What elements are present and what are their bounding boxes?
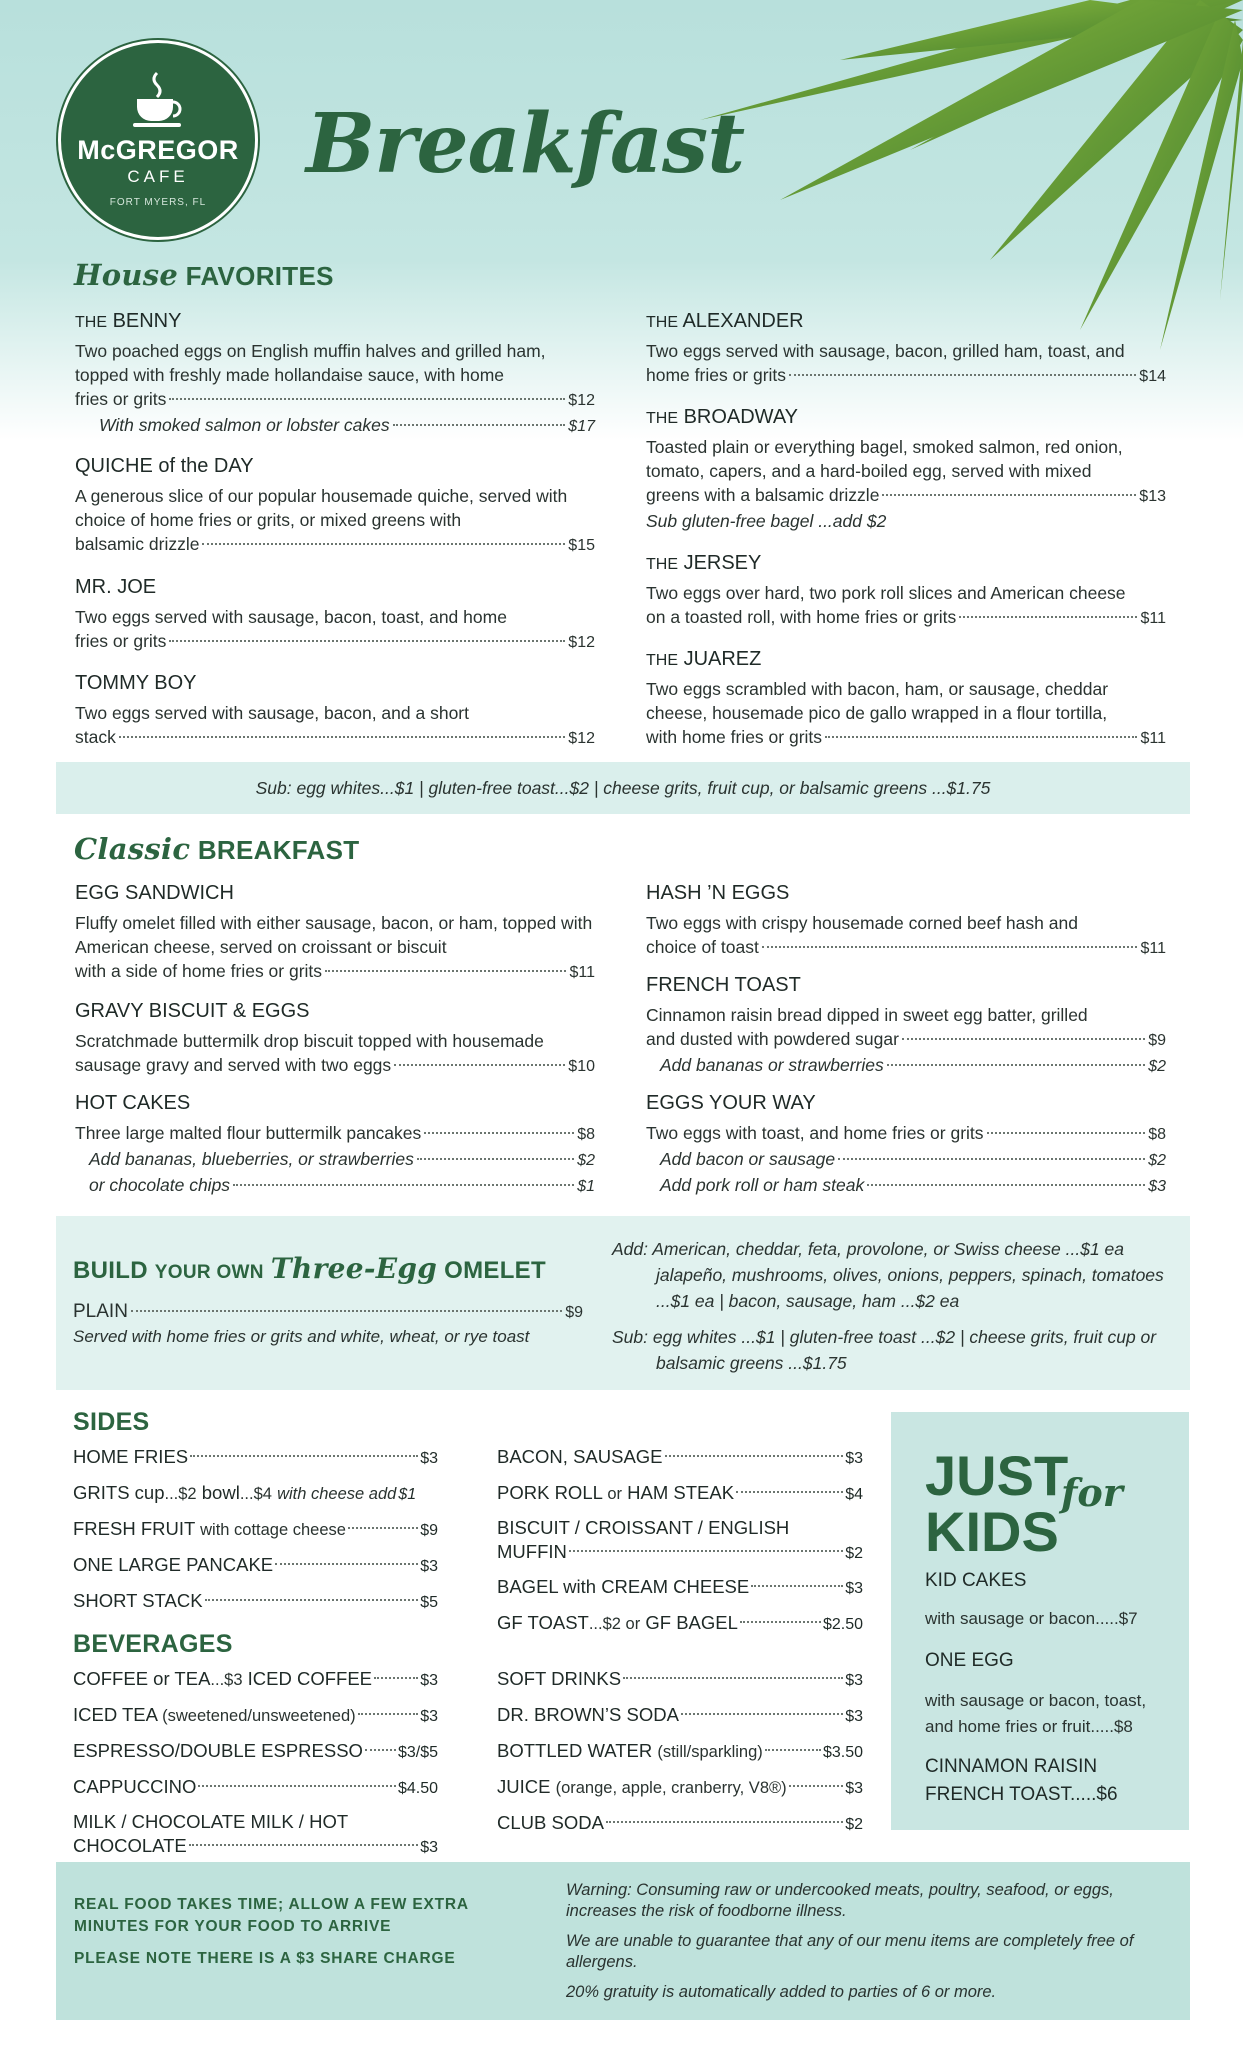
item-desc: Two eggs served with sausage, bacon, toast, and home bbox=[75, 607, 507, 627]
item-price: $11 bbox=[1140, 940, 1166, 957]
classic-script: Classic bbox=[74, 832, 191, 866]
sides-title: SIDES bbox=[73, 1408, 150, 1436]
item-add-price: $2 bbox=[1148, 1058, 1166, 1075]
item-extra-price: $17 bbox=[568, 418, 595, 435]
item-desc-last: fries or grits bbox=[75, 631, 167, 651]
kids-for-script: for bbox=[1061, 1470, 1123, 1515]
item-desc-last: fries or grits bbox=[75, 389, 167, 409]
footer-note-time: REAL FOOD TAKES TIME; ALLOW A FEW EXTRA MINUTES FOR YOUR FOOD TO ARRIVE bbox=[74, 1896, 469, 1935]
item-name: ALEXANDER bbox=[682, 310, 804, 332]
item-name: JERSEY bbox=[683, 552, 762, 574]
item-add: or chocolate chips bbox=[89, 1175, 231, 1195]
item-desc: Two eggs served with sausage, bacon, grilled ham, toast, and bbox=[646, 341, 1125, 361]
item-name: JUAREZ bbox=[683, 648, 762, 670]
item-desc-last: and dusted with powdered sugar bbox=[646, 1029, 899, 1049]
kids-title-line1: JUST bbox=[925, 1444, 1069, 1507]
side-item: BACON, SAUSAGE $3 bbox=[497, 1446, 863, 1467]
item-desc-last: with a side of home fries or grits bbox=[75, 961, 323, 981]
item-desc-last: home fries or grits bbox=[646, 365, 787, 385]
item-price: $9 bbox=[1148, 1032, 1166, 1049]
house-script: House bbox=[74, 258, 179, 292]
menu-item-tommy-boy bbox=[75, 672, 595, 751]
menu-item-jersey bbox=[646, 552, 1166, 631]
item-name: HASH ’N EGGS bbox=[646, 882, 790, 904]
item-prefix: THE bbox=[646, 314, 678, 331]
footer-disclaimers bbox=[566, 1880, 1166, 2012]
item-prefix: THE bbox=[75, 314, 107, 331]
item-prefix: THE bbox=[646, 410, 678, 427]
item-desc: Two eggs served with sausage, bacon, and a short bbox=[75, 703, 469, 723]
item-price: $12 bbox=[568, 392, 595, 409]
house-title-text: FAVORITES bbox=[185, 261, 334, 291]
item-add: Add pork roll or ham steak bbox=[660, 1175, 865, 1195]
omelet-pre: BUILD bbox=[73, 1257, 148, 1284]
sides-col-1 bbox=[73, 1440, 438, 1620]
item-desc-last: on a toasted roll, with home fries or grits bbox=[646, 607, 957, 627]
beverage-item: JUICE (orange, apple, cranberry, V8®) $3 bbox=[497, 1776, 863, 1797]
beverage-item: DR. BROWN’S SODA $3 bbox=[497, 1704, 863, 1725]
item-price: $14 bbox=[1139, 368, 1166, 385]
item-price: $11 bbox=[1140, 610, 1166, 627]
kids-item-name: CINNAMON RAISIN bbox=[925, 1756, 1098, 1777]
item-desc: Fluffy omelet filled with either sausage, bacon, or ham, topped with American cheese, served on croissant or biscuit bbox=[75, 913, 593, 957]
beverage-item: COFFEE or TEA...$3 ICED COFFEE $3 bbox=[73, 1668, 438, 1689]
beverage-item: BOTTLED WATER (still/sparkling) $3.50 bbox=[497, 1740, 863, 1761]
item-desc: Two poached eggs on English muffin halves and grilled ham, topped with freshly made hollandaise sauce, with home bbox=[75, 341, 546, 385]
footer-notes bbox=[74, 1894, 514, 1970]
item-desc-last: with home fries or grits bbox=[646, 727, 823, 747]
kids-title bbox=[925, 1444, 1069, 1563]
omelet-served-with: Served with home fries or grits and white, wheat, or rye toast bbox=[73, 1327, 530, 1346]
side-item: BISCUIT / CROISSANT / ENGLISH MUFFIN $2 bbox=[497, 1517, 863, 1562]
omelet-post: OMELET bbox=[444, 1257, 546, 1284]
beverage-item: ESPRESSO/DOUBLE ESPRESSO $3/$5 bbox=[73, 1740, 438, 1761]
side-item: HOME FRIES $3 bbox=[73, 1446, 438, 1467]
omelet-your-own: YOUR OWN bbox=[154, 1262, 264, 1283]
item-desc: Toasted plain or everything bagel, smoked salmon, red onion, tomato, capers, and a hard-boiled egg, served with mixed bbox=[646, 437, 1123, 481]
menu-item-quiche bbox=[75, 455, 595, 558]
sides-col-2 bbox=[497, 1440, 863, 1642]
beverage-item: CLUB SODA $2 bbox=[497, 1812, 863, 1833]
item-name: QUICHE of the DAY bbox=[75, 455, 254, 477]
omelet-sub-text: Sub: egg whites ...$1 | gluten-free toast ...$2 | cheese grits, fruit cup or balsamic greens ...$1.75 bbox=[612, 1327, 1157, 1373]
item-desc: Two eggs with crispy housemade corned beef hash and bbox=[646, 913, 1078, 933]
menu-item-egg-sandwich bbox=[75, 882, 595, 985]
beverage-item: MILK / CHOCOLATE MILK / HOT CHOCOLATE $3 bbox=[73, 1811, 438, 1856]
classic-breakfast-title bbox=[74, 832, 359, 866]
menu-item-french-toast bbox=[646, 974, 1166, 1079]
item-add: Add bananas, blueberries, or strawberries bbox=[89, 1149, 414, 1169]
item-price: $13 bbox=[1139, 488, 1166, 505]
palm-leaves-decoration bbox=[660, 0, 1243, 360]
side-item: PORK ROLL or HAM STEAK $4 bbox=[497, 1482, 863, 1503]
footer-allergen: We are unable to guarantee that any of our menu items are completely free of allergens. bbox=[566, 1932, 1134, 1971]
kids-item-name: KID CAKES bbox=[925, 1570, 1027, 1591]
item-prefix: THE bbox=[646, 652, 678, 669]
footer-warning: Warning: Consuming raw or undercooked meats, poultry, seafood, or eggs, increases the risk of foodborne illness. bbox=[566, 1881, 1114, 1920]
item-name: HOT CAKES bbox=[75, 1092, 191, 1114]
beverages-col-1 bbox=[73, 1662, 438, 1860]
menu-item-juarez bbox=[646, 648, 1166, 751]
logo-location: FORT MYERS, FL bbox=[109, 197, 207, 208]
item-price: $11 bbox=[569, 964, 595, 981]
item-desc: Two eggs scrambled with bacon, ham, or sausage, cheddar cheese, housemade pico de gallo wrapped in a flour tortilla, bbox=[646, 679, 1109, 723]
item-name: MR. JOE bbox=[75, 576, 157, 598]
menu-item-mr-joe bbox=[75, 576, 595, 655]
item-desc: Two eggs with toast, and home fries or grits bbox=[646, 1123, 984, 1143]
item-name: BENNY bbox=[112, 310, 182, 332]
item-desc-last: greens with a balsamic drizzle bbox=[646, 485, 880, 505]
item-name: EGG SANDWICH bbox=[75, 882, 234, 904]
omelet-plain-label: PLAIN bbox=[73, 1301, 128, 1322]
coffee-cup-icon bbox=[133, 69, 187, 129]
kids-item-name: ONE EGG bbox=[925, 1650, 1014, 1671]
logo-name: McGREGOR bbox=[77, 135, 239, 165]
item-add: Add bacon or sausage bbox=[660, 1149, 836, 1169]
item-price: $11 bbox=[1140, 730, 1166, 747]
item-desc-last: choice of toast bbox=[646, 937, 759, 957]
kids-title-line2: KIDS bbox=[925, 1500, 1059, 1563]
item-extra: Sub gluten-free bagel ...add $2 bbox=[646, 511, 887, 531]
item-desc: Scratchmade buttermilk drop biscuit topped with housemade bbox=[75, 1031, 544, 1051]
menu-item-hash-n-eggs bbox=[646, 882, 1166, 961]
omelet-title bbox=[73, 1252, 546, 1285]
beverage-item: ICED TEA (sweetened/unsweetened) $3 bbox=[73, 1704, 438, 1725]
item-prefix: THE bbox=[646, 556, 678, 573]
item-price: $12 bbox=[568, 730, 595, 747]
side-item: BAGEL with CREAM CHEESE $3 bbox=[497, 1576, 863, 1597]
menu-item-broadway bbox=[646, 406, 1166, 533]
item-price: $8 bbox=[577, 1126, 595, 1143]
item-price: $10 bbox=[568, 1058, 595, 1075]
menu-item-hot-cakes bbox=[75, 1092, 595, 1199]
menu-item-gravy-biscuit bbox=[75, 1000, 595, 1079]
beverages-title: BEVERAGES bbox=[73, 1630, 233, 1658]
item-price: $8 bbox=[1148, 1126, 1166, 1143]
beverages-col-2 bbox=[497, 1662, 863, 1842]
side-item: ONE LARGE PANCAKE $3 bbox=[73, 1554, 438, 1575]
side-item: SHORT STACK $5 bbox=[73, 1590, 438, 1611]
item-add: Add bananas or strawberries bbox=[660, 1055, 884, 1075]
kids-menu-panel bbox=[891, 1412, 1189, 1830]
menu-item-eggs-your-way bbox=[646, 1092, 1166, 1199]
classic-title-text: BREAKFAST bbox=[197, 835, 360, 865]
footer-gratuity: 20% gratuity is automatically added to parties of 6 or more. bbox=[566, 1983, 997, 2001]
kids-item-name-line2: FRENCH TOAST.....$6 bbox=[925, 1784, 1118, 1805]
item-desc-last: balsamic drizzle bbox=[75, 534, 200, 554]
side-item: GRITS cup...$2 bowl...$4 with cheese add $1 bbox=[73, 1482, 417, 1503]
side-item: GF TOAST...$2 or GF BAGEL $2.50 bbox=[497, 1612, 863, 1633]
menu-item-alexander bbox=[646, 310, 1166, 389]
item-name: BROADWAY bbox=[683, 406, 799, 428]
item-price: $12 bbox=[568, 634, 595, 651]
footer-band bbox=[56, 1862, 1190, 2020]
item-desc-last: stack bbox=[75, 727, 116, 747]
kids-item-desc: with sausage or bacon.....$7 bbox=[925, 1609, 1138, 1628]
item-name: EGGS YOUR WAY bbox=[646, 1092, 816, 1114]
item-name: FRENCH TOAST bbox=[646, 974, 801, 996]
item-add-price: $3 bbox=[1148, 1178, 1166, 1195]
side-item: FRESH FRUIT with cottage cheese $9 bbox=[73, 1518, 438, 1539]
footer-note-share: PLEASE NOTE THERE IS A $3 SHARE CHARGE bbox=[74, 1950, 456, 1967]
mcgregor-cafe-logo bbox=[58, 40, 258, 240]
item-add-price: $2 bbox=[1148, 1152, 1166, 1169]
menu-item-benny bbox=[75, 310, 595, 439]
item-price: $15 bbox=[568, 537, 595, 554]
item-desc: Two eggs over hard, two pork roll slices and American cheese bbox=[646, 583, 1126, 603]
item-desc-last: sausage gravy and served with two eggs bbox=[75, 1055, 392, 1075]
house-favorites-title bbox=[74, 258, 334, 292]
item-desc: Cinnamon raisin bread dipped in sweet egg batter, grilled bbox=[646, 1005, 1088, 1025]
page-title: Breakfast bbox=[306, 96, 745, 192]
logo-sub: CAFE bbox=[127, 167, 189, 186]
beverage-item: CAPPUCCINO $4.50 bbox=[73, 1776, 438, 1797]
item-extra: With smoked salmon or lobster cakes bbox=[99, 415, 390, 435]
omelet-plain bbox=[73, 1300, 583, 1349]
omelet-plain-price: $9 bbox=[565, 1304, 583, 1321]
item-add-price: $1 bbox=[577, 1178, 595, 1195]
item-name: GRAVY BISCUIT & EGGS bbox=[75, 1000, 310, 1022]
omelet-add-text: Add: American, cheddar, feta, provolone, or Swiss cheese ...$1 ea jalapeño, mushrooms, olives, onions, peppers, spinach, tomatoes ...$1 ea | bacon, sausage, ham ...$2 ea bbox=[612, 1239, 1164, 1311]
substitutions-note: Sub: egg whites...$1 | gluten-free toast...$2 | cheese grits, fruit cup, or balsamic greens ...$1.75 bbox=[56, 762, 1190, 814]
omelet-script: Three-Egg bbox=[270, 1252, 438, 1285]
item-add-price: $2 bbox=[577, 1152, 595, 1169]
item-desc: Three large malted flour buttermilk pancakes bbox=[75, 1123, 422, 1143]
item-desc: A generous slice of our popular housemade quiche, served with choice of home fries or grits, or mixed greens with bbox=[75, 486, 568, 530]
omelet-addons bbox=[612, 1236, 1172, 1376]
beverage-item: SOFT DRINKS $3 bbox=[497, 1668, 863, 1689]
item-name: TOMMY BOY bbox=[75, 672, 197, 694]
kids-item-desc: with sausage or bacon, toast, and home fries or fruit.....$8 bbox=[925, 1691, 1147, 1736]
